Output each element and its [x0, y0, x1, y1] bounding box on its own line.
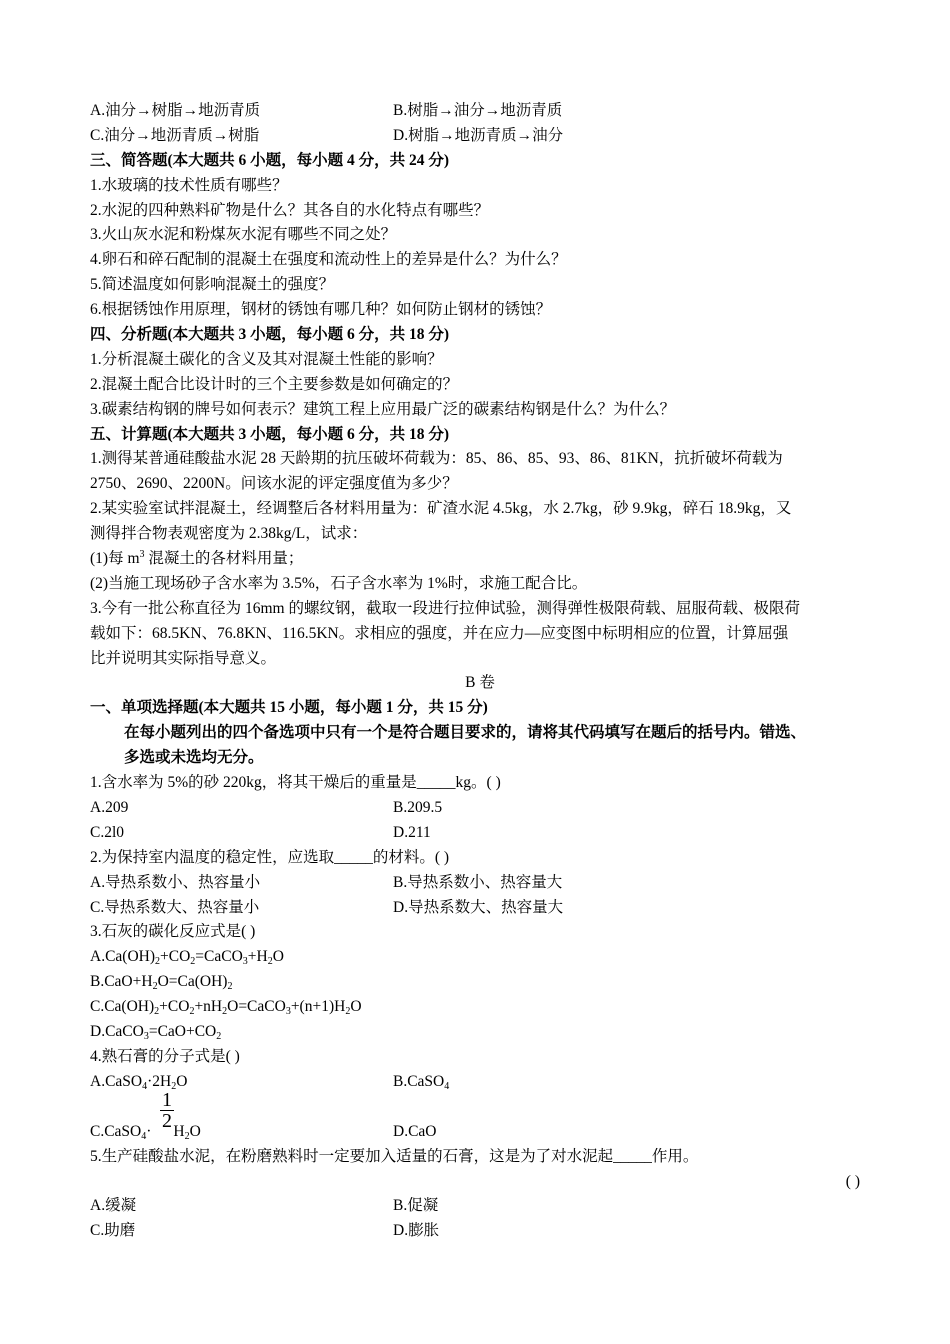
- question-stem: 4.熟石膏的分子式是( ): [90, 1047, 240, 1065]
- question: 6.根据锈蚀作用原理，钢材的锈蚀有哪几种？如何防止钢材的锈蚀？: [90, 301, 552, 319]
- option-row: [90, 99, 870, 124]
- question-line: 载如下：68.5KN、76.8KN、116.5KN。求相应的强度，并在应力—应变图中标明相应的位置，计算屈强: [90, 624, 789, 642]
- sub-question: (2)当施工现场砂子含水率为 3.5%，石子含水率为 1%时，求施工配合比。: [90, 574, 588, 592]
- instructions: 在每小题列出的四个备选项中只有一个是符合题目要求的，请将其代码填写在题后的括号内。错选、: [124, 724, 807, 742]
- option-row: [90, 796, 870, 821]
- question: 1.水玻璃的技术性质有哪些？: [90, 176, 288, 194]
- option-d: D.CaO: [393, 1122, 437, 1140]
- answer-paren: ( ): [845, 1172, 860, 1190]
- question-line: 2750、2690、2200N。问该水泥的评定强度值为多少？: [90, 475, 458, 493]
- option-d: $D.CaCO_3=CaO+CO_2$: [90, 1022, 222, 1042]
- instructions: 多选或未选均无分。: [124, 749, 264, 767]
- option-d: D.膨胀: [393, 1222, 440, 1240]
- option-row: [90, 1070, 870, 1095]
- question: 3.碳素结构钢的牌号如何表示？建筑工程上应用最广泛的碳素结构钢是什么？为什么？: [90, 400, 676, 418]
- question: 2.水泥的四种熟料矿物是什么？其各自的水化特点有哪些？: [90, 201, 490, 219]
- question-line: 2.某实验室试拌混凝土，经调整后各材料用量为：矿渣水泥 4.5kg，水 2.7kg，砂 9.9kg，碎石 18.9kg，又: [90, 500, 792, 518]
- option-c: $C.Ca(OH)_2+CO_2+nH_2O=CaCO_3+(n+1)H_2O$: [90, 998, 362, 1018]
- option-b: B.209.5: [393, 798, 443, 816]
- option-a: A.油分→树脂→地沥青质: [90, 102, 261, 119]
- section-heading: 四、分析题(本大题共 3 小题，每小题 6 分，共 18 分): [90, 326, 450, 344]
- sub-question: (1)每 $m^3$ 混凝土的各材料用量；: [90, 549, 304, 568]
- question-line: 3.今有一批公称直径为 16mm 的螺纹钢，截取一段进行拉伸试验，测得弹性极限荷载、屈服荷载、极限荷: [90, 599, 800, 617]
- option-row: [90, 124, 870, 149]
- document-page: [90, 99, 870, 1244]
- question-line: 测得拌合物表观密度为 2.38kg/L，试求：: [90, 525, 368, 543]
- section-heading: 三、简答题(本大题共 6 小题，每小题 4 分，共 24 分): [90, 151, 450, 169]
- option-c: C.CaSO$_4$· $H_2O$: [90, 1122, 201, 1142]
- question-stem: 3.石灰的碳化反应式是( ): [90, 923, 256, 941]
- option-c: C.2l0: [90, 823, 125, 841]
- question-stem: 5.生产硅酸盐水泥，在粉磨熟料时一定要加入适量的石膏，这是为了对水泥起_____作用。: [90, 1147, 699, 1165]
- option-d: D.导热系数大、热容量大: [393, 898, 564, 916]
- option-a: A.缓凝: [90, 1197, 137, 1215]
- option-row: [90, 1088, 870, 1145]
- fraction: $\frac{1}{2}$: [162, 1088, 172, 1132]
- question-stem: 2.为保持室内温度的稳定性，应选取_____的材料。( ): [90, 848, 450, 866]
- option-c: C.导热系数大、热容量小: [90, 898, 260, 916]
- question-line: 比并说明其实际指导意义。: [90, 649, 277, 667]
- option-b: B.树脂→油分→地沥青质: [393, 102, 563, 119]
- section-heading: 五、计算题(本大题共 3 小题，每小题 6 分，共 18 分): [90, 425, 450, 443]
- section-heading: 一、单项选择题(本大题共 15 小题，每小题 1 分，共 15 分): [90, 699, 488, 717]
- option-b: $B.CaO+H_2O=Ca(OH)_2$: [90, 973, 233, 993]
- option-d: D.树脂→地沥青质→油分: [393, 126, 564, 144]
- question: 1.分析混凝土碳化的含义及其对混凝土性能的影响？: [90, 350, 443, 368]
- option-b: B.促凝: [393, 1197, 439, 1215]
- option-a: A.导热系数小、热容量小: [90, 873, 261, 891]
- option-row: [90, 821, 870, 846]
- option-c: C.助磨: [90, 1222, 136, 1240]
- question-line: 1.测得某普通硅酸盐水泥 28 天龄期的抗压破坏荷载为：85、86、85、93、86、81KN，抗折破坏荷载为: [90, 450, 783, 468]
- option-row: [90, 1219, 870, 1244]
- option-row: [90, 871, 870, 896]
- option-a: $A.Ca(OH)_2+CO_2=CaCO_3+H_2O$: [90, 948, 284, 968]
- paper-b-title: B 卷: [465, 674, 495, 692]
- option-b: B.CaSO$_4$: [393, 1072, 450, 1092]
- question: 3.火山灰水泥和粉煤灰水泥有哪些不同之处？: [90, 226, 397, 244]
- question: 5.简述温度如何影响混凝土的强度？: [90, 276, 335, 294]
- question: 4.卵石和碎石配制的混凝土在强度和流动性上的差异是什么？为什么？: [90, 251, 567, 269]
- question-stem: 1.含水率为 5%的砂 220kg，将其干燥后的重量是_____kg。( ): [90, 774, 501, 792]
- option-d: D.211: [393, 823, 431, 841]
- option-a: A.209: [90, 798, 129, 816]
- option-a: $A.CaSO_4\cdot 2H_2O$: [90, 1072, 188, 1092]
- option-row: [90, 896, 870, 921]
- option-c: C.油分→地沥青质→树脂: [90, 126, 260, 144]
- option-b: B.导热系数小、热容量大: [393, 873, 563, 891]
- question: 2.混凝土配合比设计时的三个主要参数是如何确定的？: [90, 375, 459, 393]
- option-row: [90, 1194, 870, 1219]
